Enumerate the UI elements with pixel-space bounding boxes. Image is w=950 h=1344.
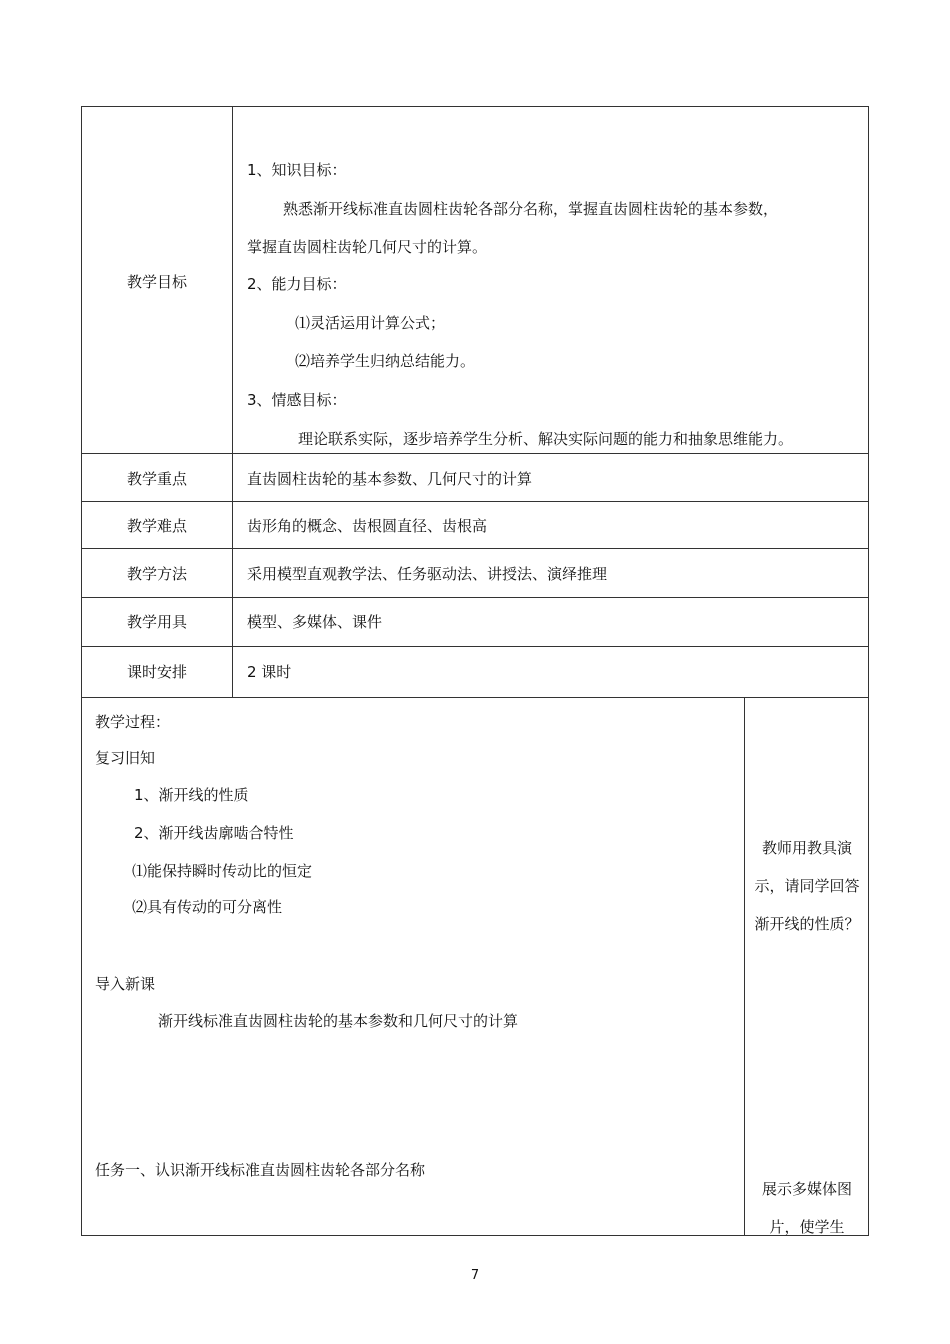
- goal-line: 2、能力目标：: [247, 275, 347, 293]
- row-divider: [81, 548, 869, 549]
- row-divider: [81, 597, 869, 598]
- tools-label: 教学用具: [126, 613, 187, 631]
- row-divider: [81, 453, 869, 454]
- side-note-media: 展示多媒体图片，使学生: [761, 1180, 852, 1236]
- notes-column-divider: [744, 697, 745, 1236]
- goal-line: 理论联系实际，逐步培养学生分析、解决实际问题的能力和抽象思维能力。: [298, 430, 794, 448]
- difficulties-label: 教学难点: [126, 517, 187, 535]
- intro-text: 渐开线标准直齿圆柱齿轮的基本参数和几何尺寸的计算: [158, 1012, 519, 1030]
- intro-heading: 导入新课: [95, 975, 156, 993]
- methods-value: 采用模型直观教学法、任务驱动法、讲授法、演绎推理: [247, 565, 608, 583]
- review-item: 2、渐开线齿廓啮合特性: [134, 824, 294, 842]
- process-title: 教学过程：: [95, 713, 171, 731]
- review-heading: 复习旧知: [95, 749, 156, 767]
- key-points-label: 教学重点: [126, 470, 187, 488]
- schedule-value: 2 课时: [247, 663, 292, 681]
- review-item: ⑴能保持瞬时传动比的恒定: [132, 862, 313, 880]
- side-note-review: 教师用教具演示，请同学回答渐开线的性质？: [754, 839, 860, 933]
- task-one-heading: 任务一、认识渐开线标准直齿圆柱齿轮各部分名称: [95, 1161, 426, 1179]
- row-divider: [81, 697, 869, 698]
- goals-label: 教学目标: [126, 273, 187, 291]
- schedule-label: 课时安排: [126, 663, 187, 681]
- goal-line: 熟悉渐开线标准直齿圆柱齿轮各部分名称，掌握直齿圆柱齿轮的基本参数，: [283, 200, 779, 218]
- goal-line: ⑵培养学生归纳总结能力。: [295, 352, 476, 370]
- tools-value: 模型、多媒体、课件: [247, 613, 383, 631]
- row-divider: [81, 646, 869, 647]
- goal-line: 3、情感目标：: [247, 391, 347, 409]
- page-number: 7: [470, 1268, 480, 1283]
- review-item: 1、渐开线的性质: [134, 786, 249, 804]
- review-item: ⑵具有传动的可分离性: [132, 898, 283, 916]
- label-column-divider: [232, 106, 233, 698]
- goal-line: 1、知识目标：: [247, 161, 347, 179]
- methods-label: 教学方法: [126, 565, 187, 583]
- goal-line: ⑴灵活运用计算公式；: [295, 314, 446, 332]
- difficulties-value: 齿形角的概念、齿根圆直径、齿根高: [247, 517, 488, 535]
- goal-line: 掌握直齿圆柱齿轮几何尺寸的计算。: [247, 238, 488, 256]
- key-points-value: 直齿圆柱齿轮的基本参数、几何尺寸的计算: [247, 470, 533, 488]
- row-divider: [81, 501, 869, 502]
